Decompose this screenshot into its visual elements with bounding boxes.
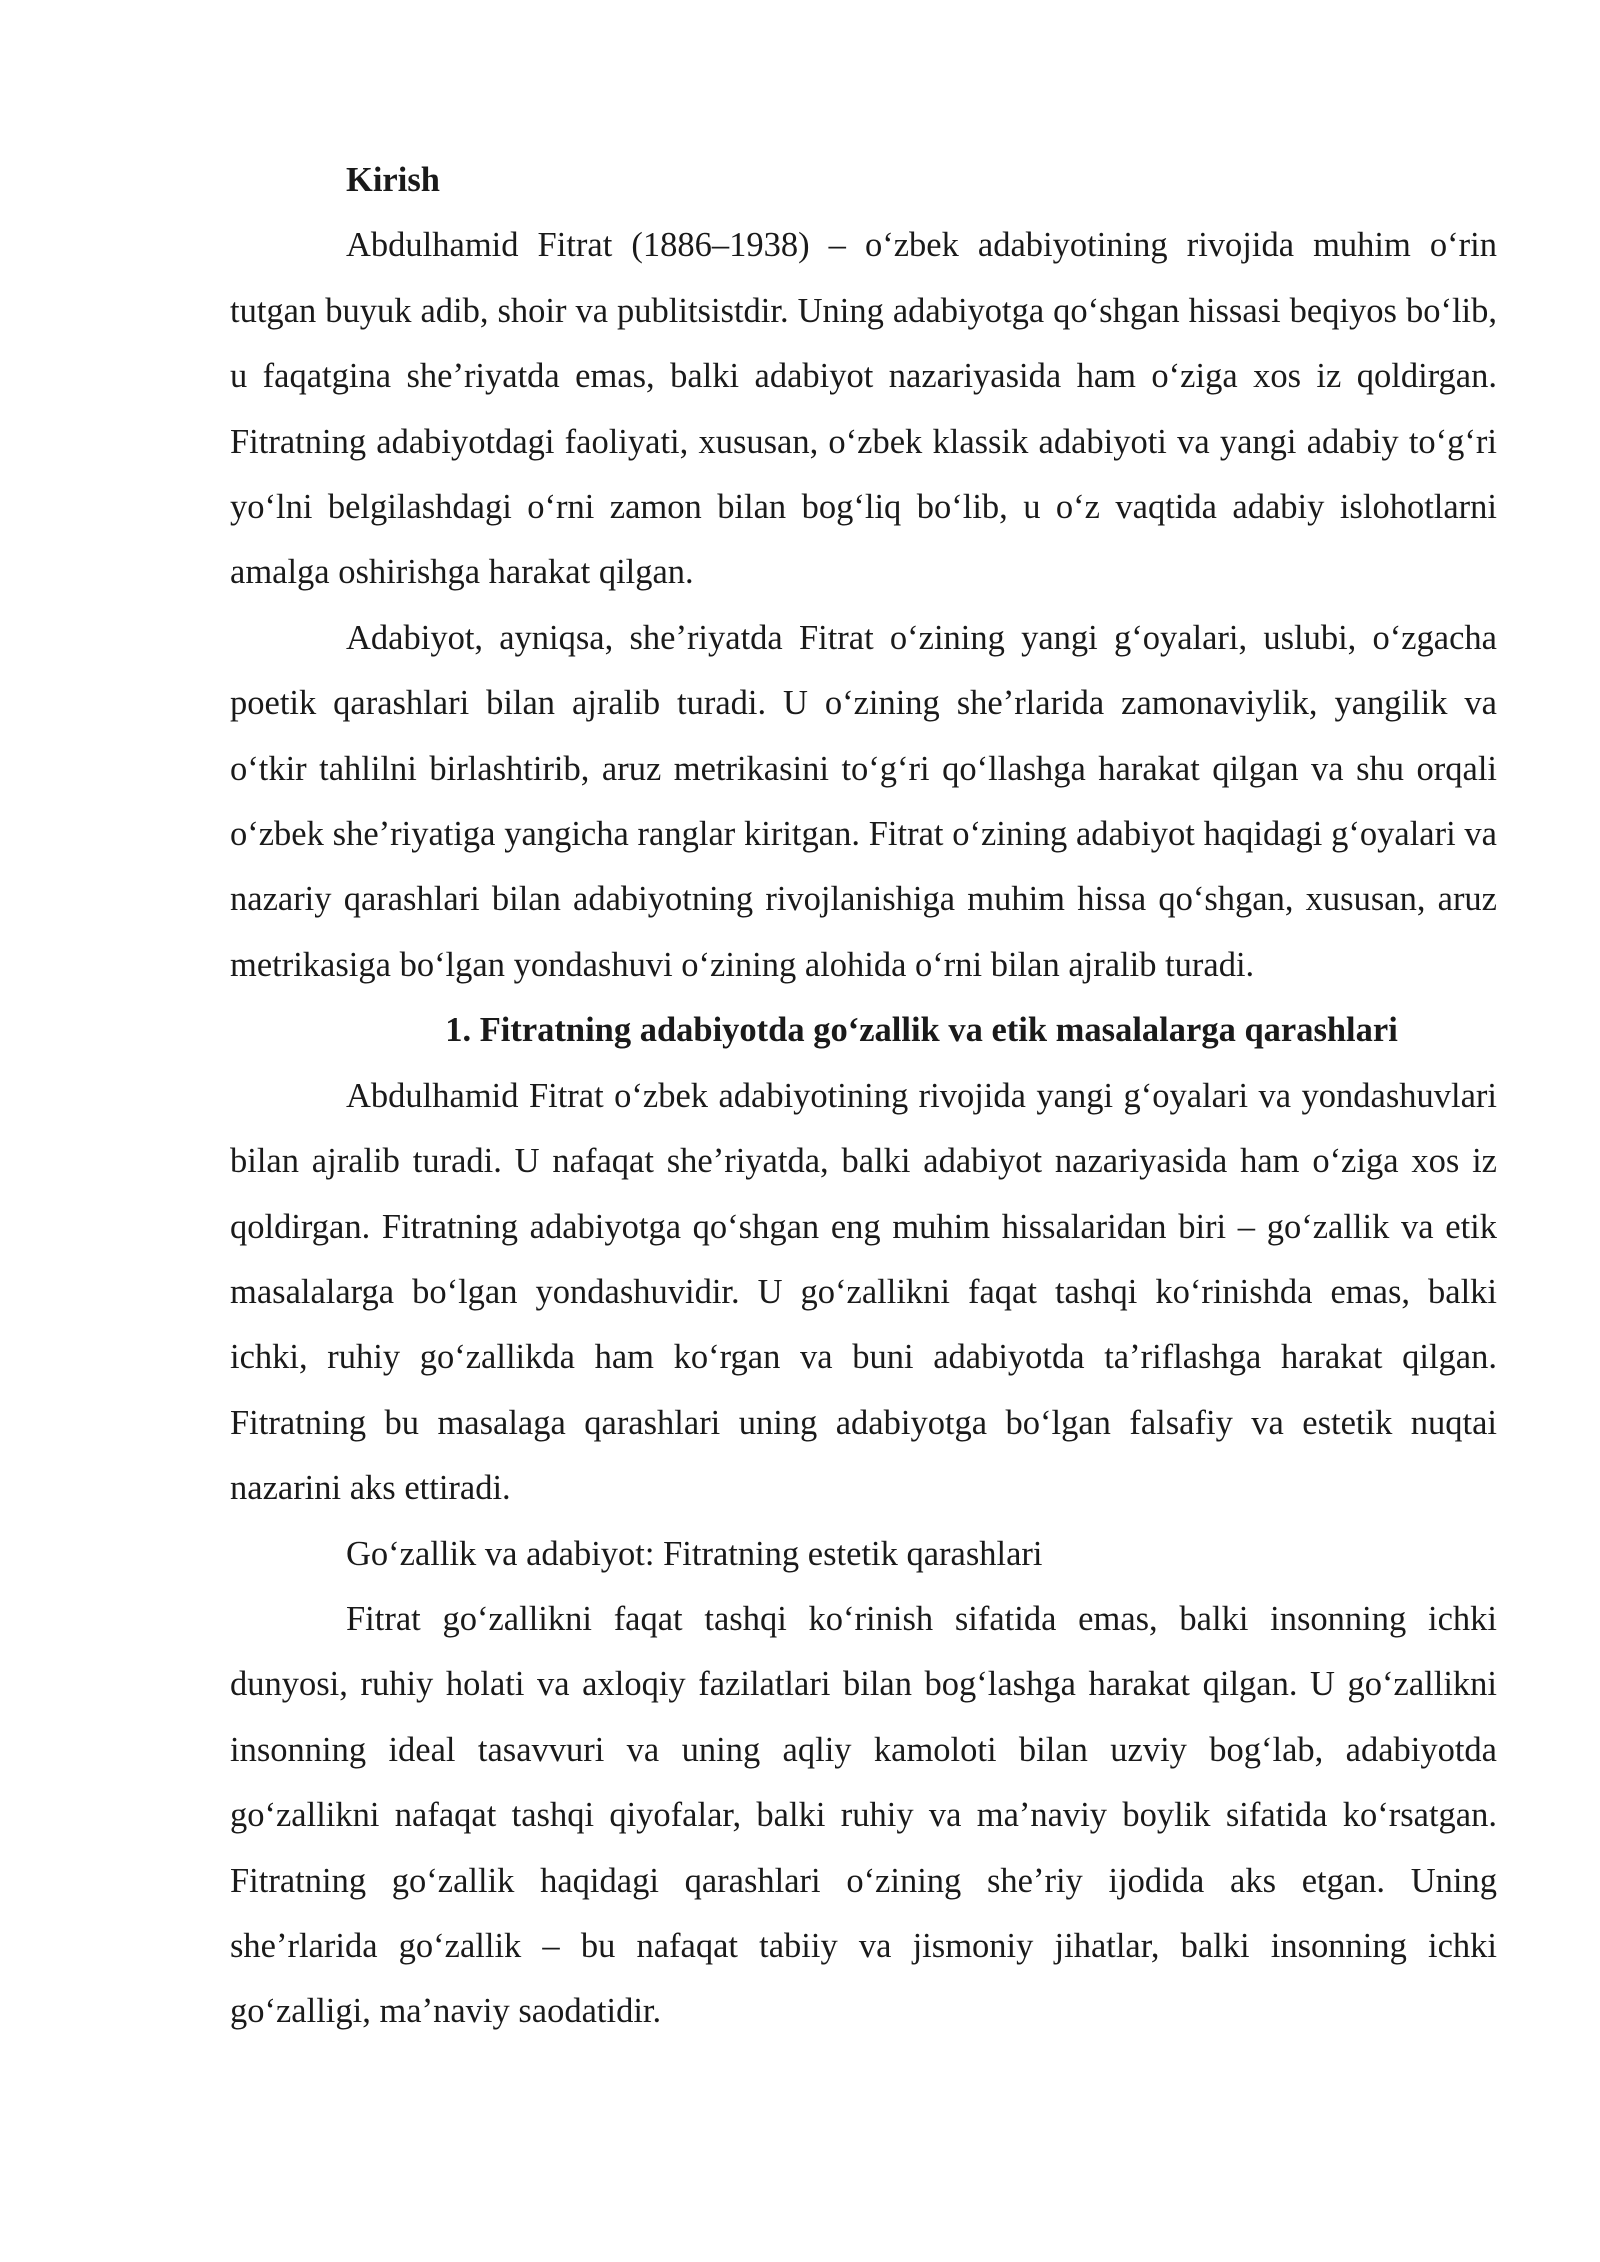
- intro-paragraph-1: Abdulhamid Fitrat (1886–1938) – oʻzbek adabiyotining rivojida muhim oʻrin tutgan buyuk adib, shoir va publitsistdir. Uning adabiyotga qoʻshgan hissasi beqiyos boʻlib, u faqatgina sheʼriyatda emas, balki adabiyot nazariyasida ham oʻziga xos iz qoldirgan. Fitratning adabiyotdagi faoliyati, xususan, oʻzbek klassik adabiyoti va yangi adabiy toʻgʻri yoʻlni belgilashdagi oʻrni zamon bilan bogʻliq boʻlib, u oʻz vaqtida adabiy islohotlarni amalga oshirishga harakat qilgan.: [230, 226, 1497, 592]
- intro-heading: Kirish: [346, 161, 440, 199]
- document-page: [230, 148, 1497, 2045]
- section-1-paragraph-2: Fitrat goʻzallikni faqat tashqi koʻrinish sifatida emas, balki insonning ichki dunyosi, ruhiy holati va axloqiy fazilatlari bilan bogʻlashga harakat qilgan. U goʻzallikni insonning ideal tasavvuri va uning aqliy kamoloti bilan uzviy bogʻlab, adabiyotda goʻzallikni nafaqat tashqi qiyofalar, balki ruhiy va maʼnaviy boylik sifatida koʻrsatgan. Fitratning goʻzallik haqidagi qarashlari oʻzining sheʼriy ijodida aks etgan. Uning sheʼrlarida goʻzallik – bu nafaqat tabiiy va jismoniy jihatlar, balki insonning ichki goʻzalligi, maʼnaviy saodatidir.: [230, 1599, 1497, 2031]
- section-1-subheading: Goʻzallik va adabiyot: Fitratning estetik qarashlari: [346, 1534, 1043, 1573]
- section-1-paragraph-1: Abdulhamid Fitrat oʻzbek adabiyotining rivojida yangi gʻoyalari va yondashuvlari bilan ajralib turadi. U nafaqat sheʼriyatda, balki adabiyot nazariyasida ham oʻziga xos iz qoldirgan. Fitratning adabiyotga qoʻshgan eng muhim hissalaridan biri – goʻzallik va etik masalalarga boʻlgan yondashuvidir. U goʻzallikni faqat tashqi koʻrinishda emas, balki ichki, ruhiy goʻzallikda ham koʻrgan va buni adabiyotda taʼriflashga harakat qilgan. Fitratning bu masalaga qarashlari uning adabiyotga boʻlgan falsafiy va estetik nuqtai nazarini aks ettiradi.: [230, 1076, 1497, 1508]
- intro-paragraph-2: Adabiyot, ayniqsa, sheʼriyatda Fitrat oʻzining yangi gʻoyalari, uslubi, oʻzgacha poetik qarashlari bilan ajralib turadi. U oʻzining sheʼrlarida zamonaviylik, yangilik va oʻtkir tahlilni birlashtirib, aruz metrikasini toʻgʻri qoʻllashga harakat qilgan va shu orqali oʻzbek sheʼriyatiga yangicha ranglar kiritgan. Fitrat oʻzining adabiyot haqidagi gʻoyalari va nazariy qarashlari bilan adabiyotning rivojlanishiga muhim hissa qoʻshgan, xususan, aruz metrikasiga boʻlgan yondashuvi oʻzining alohida oʻrni bilan ajralib turadi.: [230, 618, 1497, 984]
- section-1-title: 1. Fitratning adabiyotda goʻzallik va etik masalalarga qarashlari: [445, 1011, 1398, 1050]
